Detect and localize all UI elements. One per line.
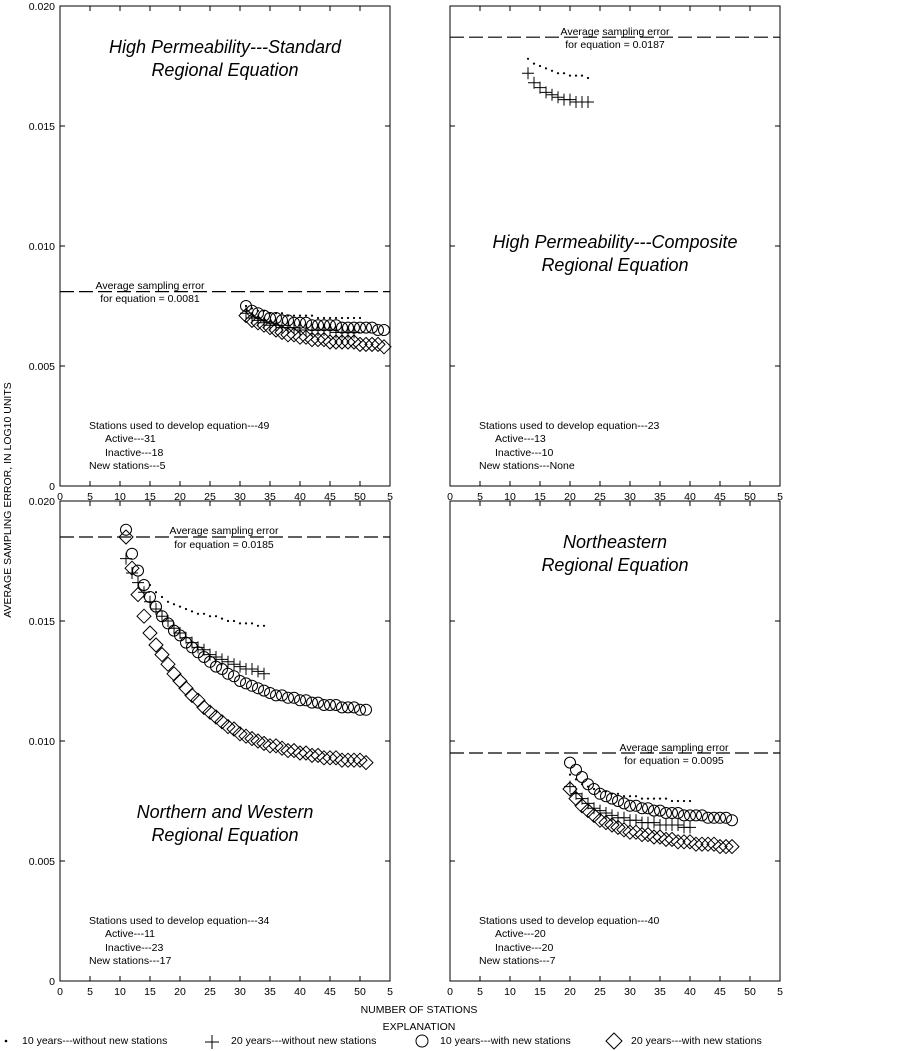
data-point-circle: [241, 678, 252, 689]
data-point-dot: [173, 603, 175, 605]
x-tick-label: 10: [114, 986, 126, 998]
data-point-dot: [179, 606, 181, 608]
legend-label: 10 years---with new stations: [440, 1035, 571, 1047]
x-tick-label: 50: [354, 986, 366, 998]
stations-new: New stations---None: [479, 460, 575, 472]
data-point-dot: [659, 798, 661, 800]
data-point-dot: [359, 317, 361, 319]
data-point-dot: [245, 305, 247, 307]
data-point-diamond: [323, 751, 337, 765]
data-point-dot: [311, 315, 313, 317]
x-tick-label: 45: [324, 986, 336, 998]
data-point-diamond: [647, 830, 661, 844]
data-point-diamond: [137, 609, 151, 623]
x-tick-label: 0: [447, 986, 453, 998]
data-point-circle: [265, 688, 276, 699]
panel-title-line-2: Regional Equation: [541, 555, 689, 575]
data-point-dot: [575, 75, 577, 77]
data-point-circle: [127, 548, 138, 559]
data-point-dot: [641, 798, 643, 800]
panel-title-line-1: High Permeability---Composite: [492, 232, 738, 252]
data-point-diamond: [377, 340, 391, 354]
reference-label-line-2: for equation = 0.0185: [174, 539, 274, 551]
legend-dot-marker: [5, 1040, 8, 1043]
data-point-dot: [323, 317, 325, 319]
x-tick-label: 25: [204, 986, 216, 998]
y-tick-label: 0.005: [28, 856, 55, 868]
reference-label-line-1: Average sampling error: [95, 280, 205, 292]
data-point-dot: [299, 315, 301, 317]
x-tick-label: 20: [174, 986, 186, 998]
data-point-circle: [571, 764, 582, 775]
data-point-dot: [185, 608, 187, 610]
data-point-dot: [347, 317, 349, 319]
data-point-diamond: [191, 693, 205, 707]
data-point-diamond: [161, 657, 175, 671]
panel-title-line-1: Northern and Western: [136, 802, 314, 822]
data-point-circle: [247, 680, 258, 691]
x-tick-label: 35: [264, 986, 276, 998]
data-point-plus: [222, 656, 234, 668]
panel-title-line-2: Regional Equation: [151, 60, 299, 80]
legend-label: 20 years---without new stations: [231, 1035, 377, 1047]
data-point-dot: [353, 317, 355, 319]
data-point-diamond: [131, 588, 145, 602]
data-point-circle: [253, 683, 264, 694]
x-tick-label: 5: [87, 491, 93, 503]
x-tick-label: 5: [477, 986, 483, 998]
data-point-dot: [671, 800, 673, 802]
data-point-diamond: [359, 756, 373, 770]
x-tick-label: 10: [114, 491, 126, 503]
data-point-dot: [545, 67, 547, 69]
x-tick-label: 5: [387, 986, 393, 998]
data-point-diamond: [221, 720, 235, 734]
legend-diamond-marker: [606, 1033, 622, 1049]
data-point-dot: [161, 596, 163, 598]
data-point-dot: [635, 795, 637, 797]
x-tick-label: 25: [594, 491, 606, 503]
data-point-dot: [587, 77, 589, 79]
stations-new: New stations---5: [89, 460, 166, 472]
data-point-plus: [600, 807, 612, 819]
data-point-plus: [252, 665, 264, 677]
stations-new: New stations---17: [89, 955, 172, 967]
data-point-plus: [684, 821, 696, 833]
panel-northeastern: [450, 501, 780, 981]
y-tick-label: 0.010: [28, 241, 55, 253]
stations-inactive: Inactive---18: [105, 447, 164, 459]
reference-label-line-1: Average sampling error: [169, 525, 279, 537]
data-point-dot: [197, 613, 199, 615]
x-tick-label: 45: [324, 491, 336, 503]
x-tick-label: 5: [477, 491, 483, 503]
data-point-dot: [257, 625, 259, 627]
data-point-diamond: [677, 835, 691, 849]
panel-northern-and-western: [60, 501, 390, 981]
data-point-plus: [630, 814, 642, 826]
data-point-plus: [534, 82, 546, 94]
y-tick-label: 0.015: [28, 616, 55, 628]
data-point-plus: [132, 577, 144, 589]
data-point-plus: [546, 89, 558, 101]
data-point-dot: [629, 795, 631, 797]
data-point-dot: [557, 72, 559, 74]
data-point-diamond: [299, 746, 313, 760]
x-tick-label: 10: [504, 986, 516, 998]
x-tick-label: 45: [714, 491, 726, 503]
data-point-dot: [617, 793, 619, 795]
x-tick-label: 45: [714, 986, 726, 998]
stations-total: Stations used to develop equation---49: [89, 420, 270, 432]
stations-inactive: Inactive---10: [495, 447, 554, 459]
legend-label: 20 years---with new stations: [631, 1035, 762, 1047]
data-point-circle: [259, 685, 270, 696]
data-point-circle: [565, 757, 576, 768]
x-tick-label: 25: [204, 491, 216, 503]
stations-active: Active---13: [495, 433, 546, 445]
data-point-diamond: [179, 681, 193, 695]
data-point-dot: [665, 798, 667, 800]
data-point-diamond: [311, 748, 325, 762]
data-point-diamond: [185, 688, 199, 702]
x-tick-label: 20: [564, 986, 576, 998]
data-point-dot: [209, 615, 211, 617]
legend-plus-marker: [205, 1035, 219, 1049]
stations-active: Active---20: [495, 928, 546, 940]
data-point-diamond: [293, 746, 307, 760]
y-tick-label: 0.005: [28, 361, 55, 373]
data-point-plus: [150, 603, 162, 615]
data-point-diamond: [287, 744, 301, 758]
stations-active: Active---11: [105, 928, 155, 940]
x-tick-label: 15: [534, 491, 546, 503]
data-point-diamond: [227, 722, 241, 736]
x-tick-label: 20: [174, 491, 186, 503]
x-tick-label: 40: [684, 986, 696, 998]
data-point-dot: [281, 312, 283, 314]
x-tick-label: 30: [234, 986, 246, 998]
data-point-diamond: [719, 840, 733, 854]
data-point-plus: [582, 96, 594, 108]
panel-title-line-2: Regional Equation: [541, 255, 689, 275]
data-point-dot: [155, 591, 157, 593]
data-point-plus: [540, 86, 552, 98]
data-point-diamond: [215, 715, 229, 729]
data-point-plus: [126, 567, 138, 579]
data-point-dot: [317, 317, 319, 319]
data-point-diamond: [209, 710, 223, 724]
data-point-plus: [552, 91, 564, 103]
panel-title-line-1: Northeastern: [562, 532, 668, 552]
x-tick-label: 10: [504, 491, 516, 503]
data-point-dot: [533, 63, 535, 65]
data-point-dot: [653, 798, 655, 800]
x-tick-label: 35: [264, 491, 276, 503]
data-point-plus: [258, 668, 270, 680]
x-axis-title: NUMBER OF STATIONS: [360, 1004, 478, 1016]
data-point-dot: [551, 70, 553, 72]
x-tick-label: 0: [57, 986, 63, 998]
y-axis-title: AVERAGE SAMPLING ERROR, IN LOG10 UNITS: [2, 382, 14, 618]
data-point-diamond: [149, 638, 163, 652]
data-point-dot: [227, 620, 229, 622]
data-point-dot: [293, 315, 295, 317]
x-tick-label: 5: [777, 491, 783, 503]
legend-entry-circle: [416, 1035, 571, 1047]
data-point-diamond: [653, 830, 667, 844]
data-point-dot: [203, 613, 205, 615]
data-point-plus: [606, 809, 618, 821]
legend-circle-marker: [416, 1035, 428, 1047]
panel-title-line-2: Regional Equation: [151, 825, 299, 845]
x-tick-label: 50: [744, 986, 756, 998]
data-point-dot: [677, 800, 679, 802]
data-point-dot: [539, 65, 541, 67]
data-point-dot: [329, 317, 331, 319]
x-tick-label: 40: [684, 491, 696, 503]
data-point-diamond: [143, 626, 157, 640]
x-tick-label: 50: [354, 491, 366, 503]
data-point-dot: [563, 72, 565, 74]
y-tick-label: 0: [49, 976, 55, 988]
legend-entry-dot: [5, 1035, 168, 1047]
x-tick-label: 15: [144, 986, 156, 998]
data-point-dot: [245, 622, 247, 624]
panel-high-permeability-composite: [450, 6, 780, 486]
reference-label-line-1: Average sampling error: [619, 742, 729, 754]
data-point-diamond: [275, 741, 289, 755]
legend-heading: EXPLANATION: [382, 1021, 456, 1033]
data-point-circle: [613, 796, 624, 807]
data-point-diamond: [305, 748, 319, 762]
data-point-plus: [522, 67, 534, 79]
data-point-dot: [239, 622, 241, 624]
legend-entry-diamond: [606, 1033, 762, 1049]
data-point-diamond: [629, 825, 643, 839]
y-tick-label: 0.010: [28, 736, 55, 748]
data-point-dot: [683, 800, 685, 802]
x-tick-label: 40: [294, 491, 306, 503]
x-tick-label: 40: [294, 986, 306, 998]
stations-total: Stations used to develop equation---40: [479, 915, 660, 927]
x-tick-label: 15: [534, 986, 546, 998]
reference-label-line-2: for equation = 0.0187: [565, 39, 665, 51]
data-point-plus: [648, 817, 660, 829]
panel-high-permeability-standard: [60, 6, 390, 486]
data-point-dot: [341, 317, 343, 319]
data-point-dot: [305, 315, 307, 317]
y-tick-label: 0: [49, 481, 55, 493]
x-tick-label: 25: [594, 986, 606, 998]
x-tick-label: 15: [144, 491, 156, 503]
x-tick-label: 30: [624, 491, 636, 503]
data-point-circle: [619, 798, 630, 809]
data-point-dot: [221, 618, 223, 620]
data-point-plus: [528, 77, 540, 89]
stations-inactive: Inactive---23: [105, 942, 164, 954]
legend-label: 10 years---without new stations: [22, 1035, 168, 1047]
data-point-circle: [577, 772, 588, 783]
data-point-dot: [569, 75, 571, 77]
stations-inactive: Inactive---20: [495, 942, 554, 954]
data-point-plus: [564, 94, 576, 106]
data-point-dot: [647, 798, 649, 800]
data-point-dot: [233, 620, 235, 622]
legend: [5, 1033, 762, 1049]
data-point-diamond: [167, 667, 181, 681]
x-tick-label: 0: [447, 491, 453, 503]
x-tick-label: 5: [777, 986, 783, 998]
data-point-circle: [727, 815, 738, 826]
y-tick-label: 0.015: [28, 121, 55, 133]
plot-frame: [60, 501, 390, 981]
data-point-dot: [593, 788, 595, 790]
stations-active: Active---31: [105, 433, 156, 445]
data-point-diamond: [197, 700, 211, 714]
x-tick-label: 35: [654, 986, 666, 998]
data-point-dot: [623, 795, 625, 797]
data-point-dot: [527, 58, 529, 60]
reference-label-line-1: Average sampling error: [560, 26, 670, 38]
data-point-plus: [246, 663, 258, 675]
data-point-dot: [215, 615, 217, 617]
stations-new: New stations---7: [479, 955, 556, 967]
data-point-dot: [569, 774, 571, 776]
data-point-dot: [167, 601, 169, 603]
x-tick-label: 30: [624, 986, 636, 998]
x-tick-label: 30: [234, 491, 246, 503]
x-tick-label: 20: [564, 491, 576, 503]
y-tick-label: 0.020: [28, 1, 55, 13]
panel-title-line-1: High Permeability---Standard: [108, 37, 342, 57]
stations-total: Stations used to develop equation---23: [479, 420, 660, 432]
data-point-dot: [191, 610, 193, 612]
data-point-dot: [335, 317, 337, 319]
data-point-diamond: [203, 705, 217, 719]
data-point-diamond: [641, 828, 655, 842]
x-tick-label: 5: [387, 491, 393, 503]
reference-label-line-2: for equation = 0.0081: [100, 293, 200, 305]
data-point-dot: [689, 800, 691, 802]
data-point-diamond: [635, 828, 649, 842]
x-tick-label: 0: [57, 491, 63, 503]
data-point-diamond: [659, 832, 673, 846]
y-tick-label: 0.020: [28, 496, 55, 508]
data-point-diamond: [173, 674, 187, 688]
data-point-dot: [251, 622, 253, 624]
data-point-dot: [581, 75, 583, 77]
legend-entry-plus: [205, 1035, 376, 1049]
stations-total: Stations used to develop equation---34: [89, 915, 270, 927]
x-tick-label: 35: [654, 491, 666, 503]
data-point-diamond: [665, 832, 679, 846]
data-point-diamond: [155, 648, 169, 662]
x-tick-label: 50: [744, 491, 756, 503]
reference-label-line-2: for equation = 0.0095: [624, 755, 724, 767]
data-point-dot: [263, 625, 265, 627]
x-tick-label: 5: [87, 986, 93, 998]
